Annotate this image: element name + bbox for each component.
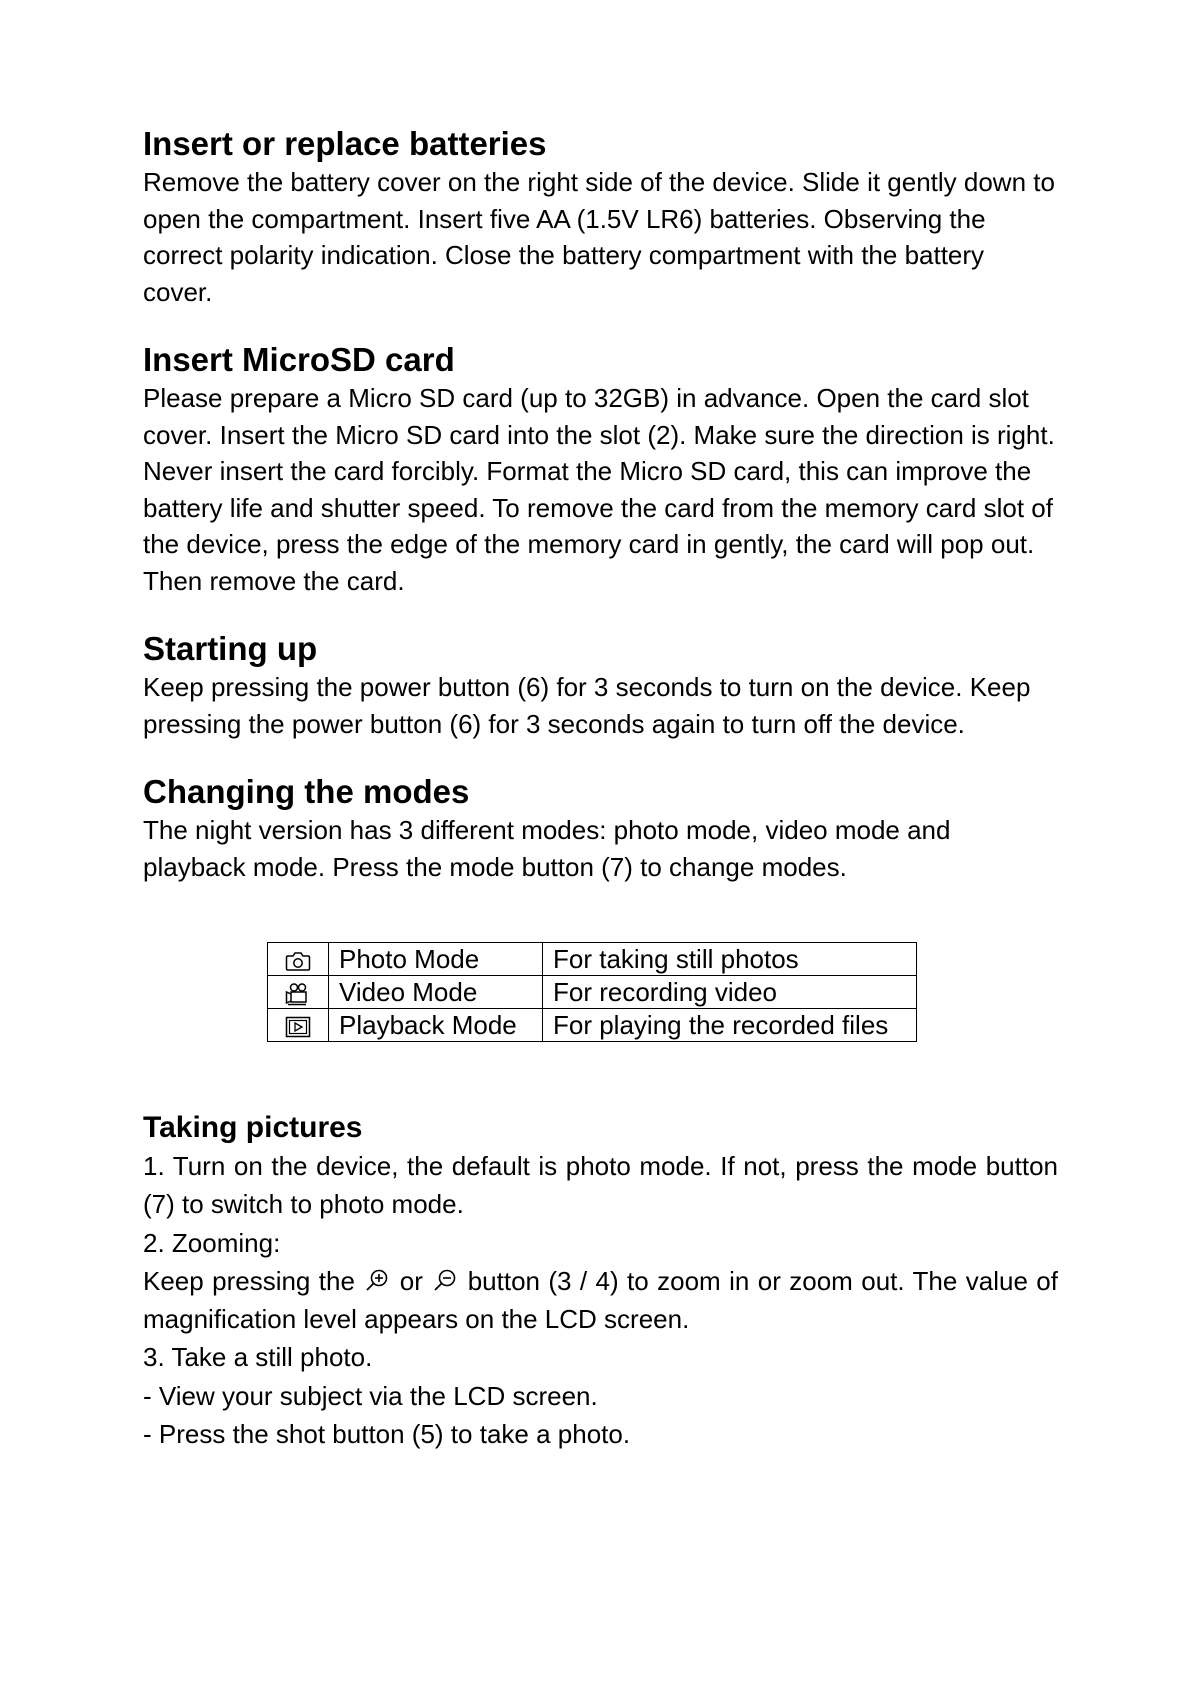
zoom-text-after: button (3 / 4) to zoom in or zoom out. The value of magnification level appears on the LCD screen. [143, 1265, 1058, 1335]
mode-name: Photo Mode [329, 943, 543, 976]
section-starting-up [143, 629, 1058, 742]
table-row [268, 943, 917, 976]
mode-name: Playback Mode [329, 1009, 543, 1042]
mode-description: For taking still photos [543, 943, 917, 976]
section-microsd [143, 340, 1058, 599]
mode-icon-cell [268, 943, 329, 976]
section-body-starting-up: Keep pressing the power button (6) for 3 seconds to turn on the device. Keep pressing the power button (6) for 3 seconds again to turn off the device. [143, 672, 1031, 739]
section-body-batteries: Remove the battery cover on the right side of the device. Slide it gently down to open the compartment. Insert five AA (1.5V LR6) batteries. Observing the correct polarity indication. Close the battery compartment with the battery cover. [143, 167, 1055, 307]
section-changing-modes [143, 772, 1058, 885]
step-3: 3. Take a still photo. [143, 1342, 373, 1373]
section-title-taking-pictures: Taking pictures [143, 1111, 363, 1144]
step-2-label: 2. Zooming: [143, 1227, 281, 1258]
section-body-changing-modes: The night version has 3 different modes: photo mode, video mode and playback mode. Press the mode button (7) to change modes. [143, 815, 951, 882]
table-row [268, 1009, 917, 1042]
table-row [268, 976, 917, 1009]
section-batteries [143, 124, 1058, 310]
zoom-out-icon [433, 1268, 457, 1292]
section-taking-pictures [143, 1109, 1058, 1453]
mode-icon-cell [268, 976, 329, 1009]
playback-icon [285, 1016, 311, 1038]
step-1: 1. Turn on the device, the default is photo mode. If not, press the mode button (7) to switch to photo mode. [143, 1151, 1058, 1220]
mode-description: For recording video [543, 976, 917, 1009]
section-title-changing-modes: Changing the modes [143, 773, 470, 810]
video-camera-icon [285, 982, 311, 1006]
bullet-view-subject: - View your subject via the LCD screen. [143, 1380, 598, 1411]
section-body-microsd: Please prepare a Micro SD card (up to 32GB) in advance. Open the card slot cover. Insert the Micro SD card into the slot (2). Make sure the direction is right. Never insert the card forcibly. Format the Micro SD card, this can improve the battery life and shutter speed. To remove the card from the memory card slot of the device, press the edge of the memory card in gently, the card will pop out. Then remove the card. [143, 383, 1055, 596]
bullet-press-shot: - Press the shot button (5) to take a photo. [143, 1419, 631, 1450]
section-title-starting-up: Starting up [143, 630, 318, 667]
mode-table [267, 942, 917, 1042]
mode-name: Video Mode [329, 976, 543, 1009]
mode-description: For playing the recorded files [543, 1009, 917, 1042]
mode-icon-cell [268, 1009, 329, 1042]
manual-page [143, 124, 1058, 1483]
zoom-in-icon [365, 1268, 389, 1292]
camera-icon [285, 950, 311, 972]
zoom-instructions [143, 1262, 1058, 1339]
zoom-text-or: or [399, 1265, 423, 1296]
section-title-microsd: Insert MicroSD card [143, 341, 455, 378]
zoom-text-before: Keep pressing the [143, 1265, 355, 1296]
section-title-batteries: Insert or replace batteries [143, 125, 547, 162]
